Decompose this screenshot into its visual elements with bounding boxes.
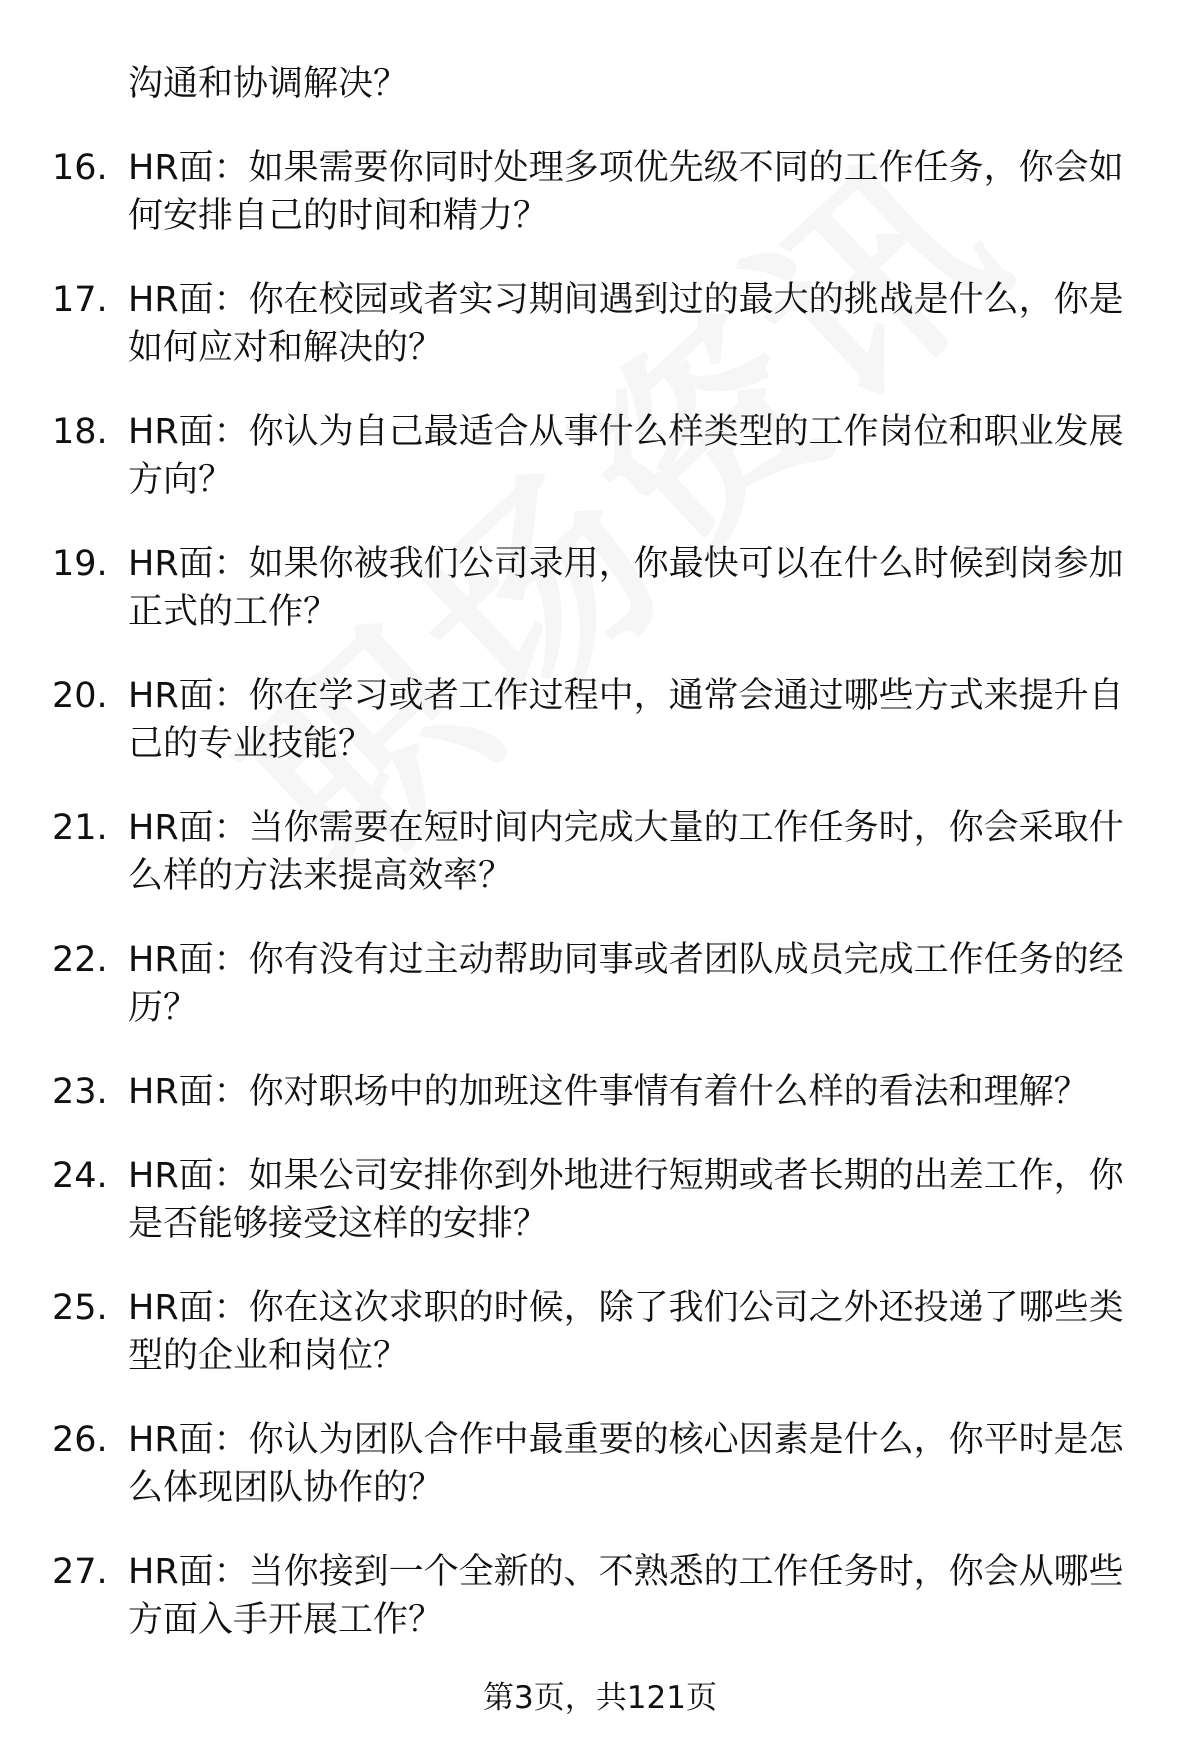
question-item <box>0 540 1200 636</box>
question-number: 25. <box>52 1288 108 1328</box>
question-item <box>0 672 1200 768</box>
question-number: 18. <box>52 412 108 452</box>
question-text: HR面：你在这次求职的时候，除了我们公司之外还投递了哪些类型的企业和岗位？ <box>128 1288 1124 1376</box>
question-text: HR面：你认为团队合作中最重要的核心因素是什么，你平时是怎么体现团队协作的？ <box>128 1420 1124 1508</box>
question-item <box>0 1548 1200 1644</box>
question-content <box>0 60 1200 1644</box>
question-text: HR面：如果需要你同时处理多项优先级不同的工作任务，你会如何安排自己的时间和精力？ <box>128 148 1124 236</box>
question-number: 21. <box>52 808 108 848</box>
question-item <box>0 1068 1200 1116</box>
page-footer: 第3页，共121页 <box>483 1680 717 1716</box>
question-list <box>0 144 1200 1644</box>
question-number: 23. <box>52 1072 108 1112</box>
question-number: 22. <box>52 940 108 980</box>
question-text: HR面：当你需要在短时间内完成大量的工作任务时，你会采取什么样的方法来提高效率？ <box>128 808 1124 896</box>
question-text: HR面：你有没有过主动帮助同事或者团队成员完成工作任务的经历？ <box>128 940 1124 1028</box>
question-text: HR面：你在校园或者实习期间遇到过的最大的挑战是什么，你是如何应对和解决的？ <box>128 280 1124 368</box>
question-item <box>0 1284 1200 1380</box>
question-number: 19. <box>52 544 108 584</box>
question-number: 27. <box>52 1552 108 1592</box>
question-number: 16. <box>52 148 108 188</box>
question-number: 17. <box>52 280 108 320</box>
question-item <box>0 1416 1200 1512</box>
continued-question-text: 沟通和协调解决？ <box>128 64 409 104</box>
question-item <box>0 936 1200 1032</box>
question-item <box>0 408 1200 504</box>
question-number: 26. <box>52 1420 108 1460</box>
question-text: HR面：你对职场中的加班这件事情有着什么样的看法和理解？ <box>128 1072 1089 1112</box>
question-number: 24. <box>52 1156 108 1196</box>
question-text: HR面：你认为自己最适合从事什么样类型的工作岗位和职业发展方向？ <box>128 412 1124 500</box>
question-text: HR面：当你接到一个全新的、不熟悉的工作任务时，你会从哪些方面入手开展工作？ <box>128 1552 1124 1640</box>
question-text: HR面：你在学习或者工作过程中，通常会通过哪些方式来提升自己的专业技能？ <box>128 676 1124 764</box>
question-text: HR面：如果公司安排你到外地进行短期或者长期的出差工作，你是否能够接受这样的安排？ <box>128 1156 1124 1244</box>
question-item <box>0 144 1200 240</box>
question-item <box>0 1152 1200 1248</box>
question-item <box>0 804 1200 900</box>
question-text: HR面：如果你被我们公司录用，你最快可以在什么时候到岗参加正式的工作？ <box>128 544 1124 632</box>
question-number: 20. <box>52 676 108 716</box>
question-item <box>0 276 1200 372</box>
